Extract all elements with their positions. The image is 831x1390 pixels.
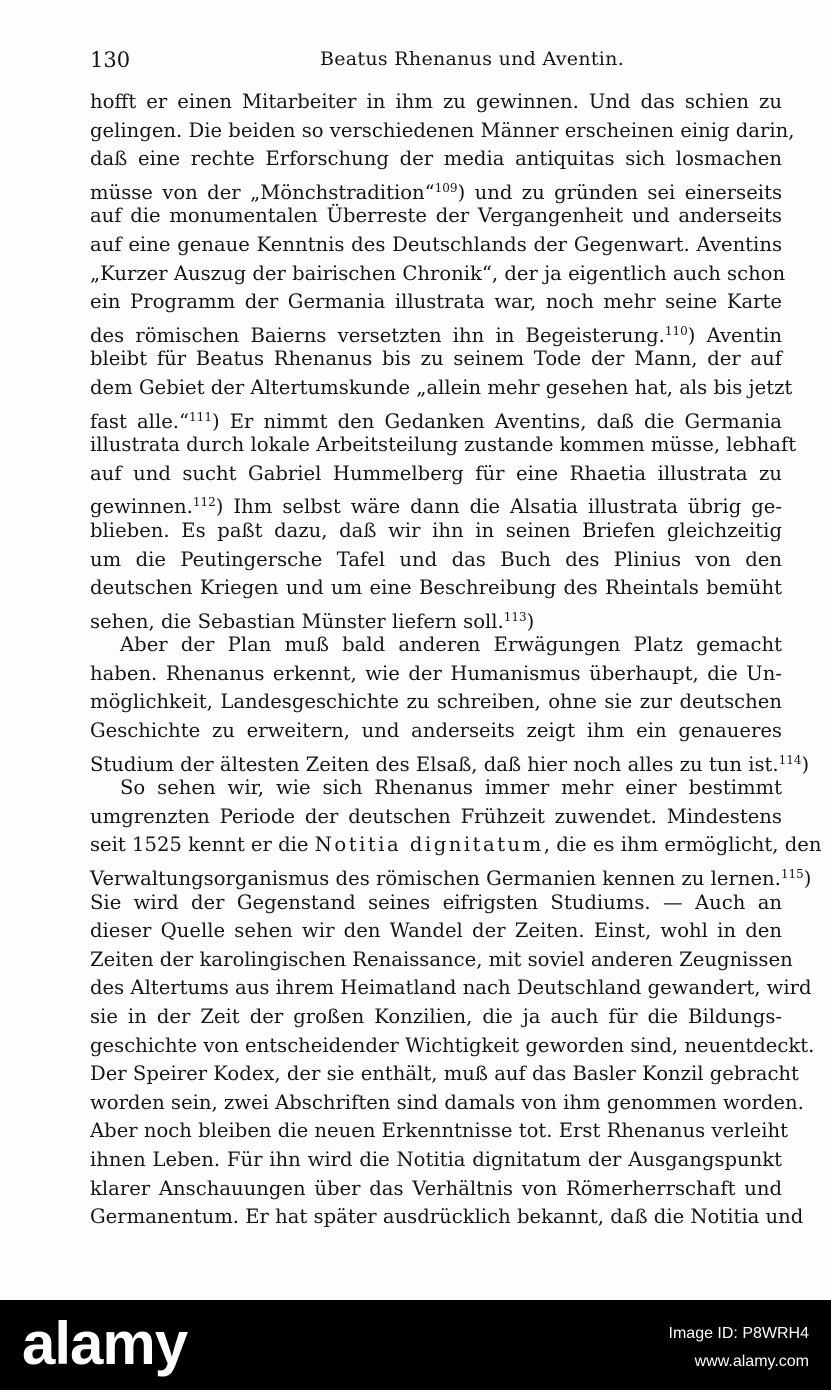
- footnote-ref: 109: [434, 180, 458, 195]
- text-line: worden sein, zwei Abschriften sind damals von ihm genommen worden.: [90, 1090, 804, 1114]
- text-line: gelingen. Die beiden so verschiedenen Männer erscheinen einig darin,: [90, 118, 795, 142]
- page-number: 130: [90, 48, 131, 72]
- alamy-logo: alamy: [22, 1310, 188, 1377]
- site-url: www.alamy.com: [694, 1353, 809, 1370]
- page-header: [90, 40, 761, 76]
- text-line: Sie wird der Gegenstand seines eifrigsten Studiums. — Auch an: [90, 890, 782, 914]
- text-line: seit 1525 kennt er die Notitia dignitatum, die es ihm ermöglicht, den: [90, 833, 822, 857]
- text-line: Aber der Plan muß bald anderen Erwägungen Platz gemacht: [120, 633, 782, 657]
- text-line: illustrata durch lokale Arbeitsteilung zustande kommen müsse, lebhaft: [90, 433, 797, 457]
- text-line: Studium der ältesten Zeiten des Elsaß, daß hier noch alles zu tun ist.$^{114}$): [90, 752, 810, 776]
- footnote-ref: 110: [664, 323, 688, 338]
- image-id: Image ID: P8WRH4: [668, 1325, 809, 1342]
- text-line: ein Programm der Germania illustrata war, noch mehr seine Karte: [90, 290, 782, 314]
- text-line: müsse von der „Mönchstradition“$^{109}$) und zu gründen sei einerseits: [90, 180, 782, 204]
- footnote-ref: 111: [189, 409, 212, 424]
- text-line: des Altertums aus ihrem Heimatland nach Deutschland gewandert, wird: [90, 976, 812, 1000]
- text-line: des römischen Baierns versetzten ihn in Begeisterung.$^{110}$) Aventin: [90, 323, 782, 347]
- text-line: dieser Quelle sehen wir den Wandel der Zeiten. Einst, wohl in den: [90, 919, 782, 943]
- footnote-ref: 112: [192, 495, 216, 510]
- footnote-ref: 113: [503, 609, 527, 624]
- text-line: gewinnen.$^{112}$) Ihm selbst wäre dann die Alsatia illustrata übrig ge-: [90, 495, 782, 519]
- text-line: sehen, die Sebastian Münster liefern soll.$^{113}$): [90, 609, 535, 633]
- text-line: Geschichte zu erweitern, und anderseits zeigt ihm ein genaueres: [90, 719, 782, 743]
- text-line: möglichkeit, Landesgeschichte zu schreiben, ohne sie zur deutschen: [90, 690, 782, 714]
- footnote-ref: 115: [780, 867, 804, 882]
- text-line: „Kurzer Auszug der bairischen Chronik“, der ja eigentlich auch schon: [90, 261, 786, 285]
- stock-banner: [0, 1300, 831, 1390]
- text-line: haben. Rhenanus erkennt, wie der Humanismus überhaupt, die Un-: [90, 661, 782, 685]
- text-line: ihnen Leben. Für ihn wird die Notitia dignitatum der Ausgangspunkt: [90, 1147, 782, 1171]
- text-line: bleibt für Beatus Rhenanus bis zu seinem Tode der Mann, der auf: [90, 347, 782, 371]
- body-text: [90, 88, 822, 1232]
- text-line: auf und sucht Gabriel Hummelberg für eine Rhaetia illustrata zu: [90, 461, 782, 485]
- banner-info: [669, 1320, 809, 1376]
- text-line: Zeiten der karolingischen Renaissance, mit soviel anderen Zeugnissen: [90, 947, 793, 971]
- text-line: hofft er einen Mitarbeiter in ihm zu gewinnen. Und das schien zu: [90, 90, 782, 113]
- text-line: Aber noch bleiben die neuen Erkenntnisse tot. Erst Rhenanus verleiht: [90, 1119, 789, 1143]
- text-line: auf die monumentalen Überreste der Vergangenheit und anderseits: [90, 204, 782, 228]
- footnote-ref: 114: [778, 752, 802, 767]
- text-line: deutschen Kriegen und um eine Beschreibung des Rheintals bemüht: [90, 576, 782, 600]
- text-line: um die Peutingersche Tafel und das Buch des Plinius von den: [90, 547, 782, 571]
- text-line: Germanentum. Er hat später ausdrücklich bekannt, daß die Notitia und: [90, 1205, 804, 1229]
- text-line: blieben. Es paßt dazu, daß wir ihn in seinen Briefen gleichzeitig: [90, 518, 782, 542]
- running-title: Beatus Rhenanus und Aventin.: [320, 48, 625, 70]
- text-line: klarer Anschauungen über das Verhältnis von Römerherrschaft und: [90, 1176, 782, 1200]
- text-line: So sehen wir, wie sich Rhenanus immer mehr einer bestimmt: [120, 776, 782, 800]
- spaced-title: Notitia dignitatum: [314, 833, 544, 857]
- text-line: sie in der Zeit der großen Konzilien, die ja auch für die Bildungs-: [90, 1005, 782, 1028]
- text-line: daß eine rechte Erforschung der media antiquitas sich losmachen: [90, 147, 782, 171]
- text-line: dem Gebiet der Altertumskunde „allein mehr gesehen hat, als bis jetzt: [90, 375, 793, 399]
- text-line: umgrenzten Periode der deutschen Frühzeit zuwendet. Mindestens: [90, 804, 782, 828]
- text-line: Der Speirer Kodex, der sie enthält, muß auf das Basler Konzil gebracht: [90, 1062, 799, 1086]
- text-line: geschichte von entscheidender Wichtigkeit geworden sind, neuentdeckt.: [90, 1033, 815, 1057]
- text-line: fast alle.“$^{111}$) Er nimmt den Gedanken Aventins, daß die Germania: [90, 409, 782, 433]
- text-line: auf eine genaue Kenntnis des Deutschlands der Gegenwart. Aventins: [90, 232, 782, 256]
- text-line: Verwaltungsorganismus des römischen Germanien kennen zu lernen.$^{115}$): [90, 867, 812, 891]
